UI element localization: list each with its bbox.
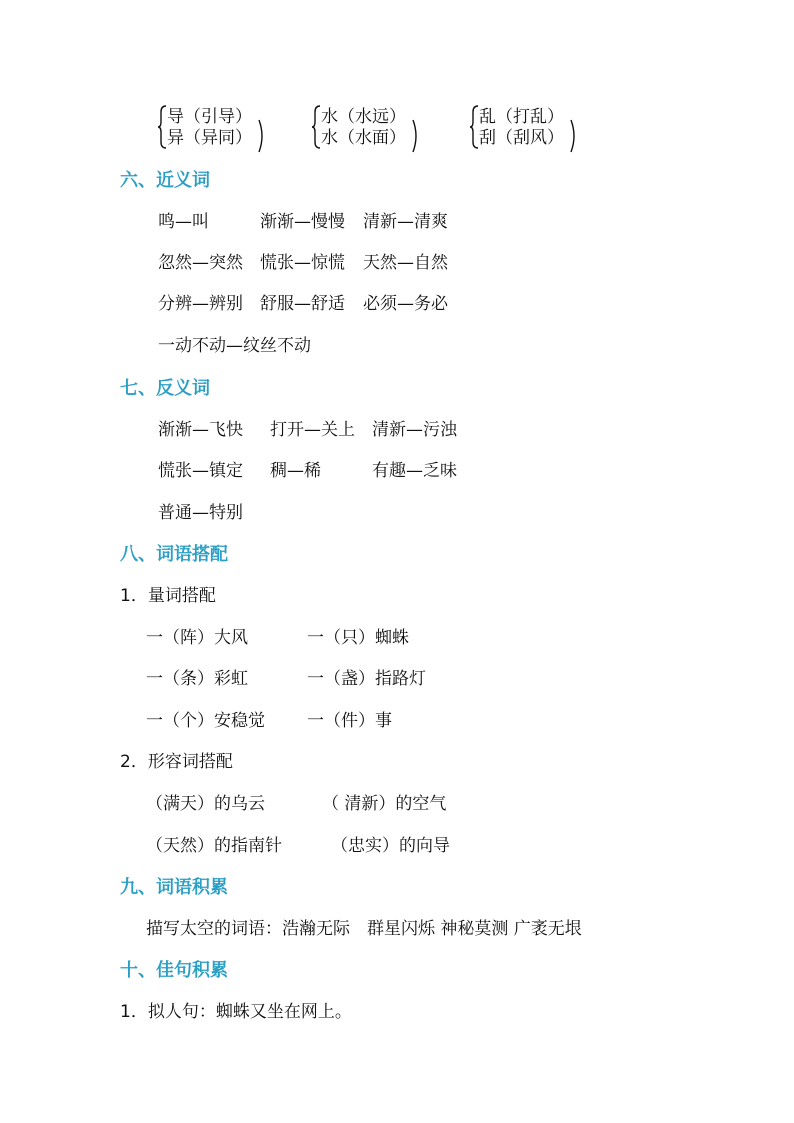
group-line-bottom: 刮（刮风） (479, 128, 564, 148)
subsection-title: 1．量词搭配 (120, 586, 216, 606)
left-brace-icon (157, 104, 167, 150)
char-group-2 (311, 104, 423, 150)
word-pair: 慌张—镇定 (158, 461, 243, 481)
collocation: 一（盏）指路灯 (307, 669, 426, 689)
word-pair: 渐渐—飞快 (158, 420, 243, 440)
left-brace-icon (311, 104, 321, 150)
word-pair: 普通—特别 (158, 503, 243, 523)
group-line-bottom: 异（异同） (167, 128, 252, 148)
vocabulary-line: 描写太空的词语：浩瀚无际 群星闪烁 神秘莫测 广袤无垠 (146, 919, 582, 939)
word-pair: 有趣—乏味 (372, 461, 457, 481)
section-heading-antonyms: 七、反义词 (120, 378, 210, 399)
left-brace-icon (469, 104, 479, 150)
collocation: （ 清新）的空气 (322, 794, 447, 814)
group-line-bottom: 水（水面） (321, 128, 406, 148)
word-pair: 一动不动—纹丝不动 (158, 336, 311, 356)
collocation: 一（阵）大风 (146, 628, 248, 648)
group-line-top: 水（水远） (321, 107, 406, 127)
collocation: 一（条）彩虹 (146, 669, 248, 689)
word-pair: 分辨—辨别 (158, 294, 243, 314)
word-pair: 稠—稀 (270, 461, 321, 481)
word-pair: 忽然—突然 (158, 253, 243, 273)
right-paren-icon (257, 118, 267, 154)
char-group-3 (469, 104, 581, 150)
word-pair: 必须—务必 (363, 294, 448, 314)
right-paren-icon (569, 118, 579, 154)
word-pair: 渐渐—慢慢 (260, 212, 345, 232)
word-pair: 天然—自然 (363, 253, 448, 273)
char-group-1 (157, 104, 269, 150)
word-pair: 慌张—惊慌 (260, 253, 345, 273)
word-pair: 清新—清爽 (363, 212, 448, 232)
collocation: （忠实）的向导 (331, 836, 450, 856)
word-pair: 清新—污浊 (372, 420, 457, 440)
section-heading-sentences: 十、佳句积累 (120, 960, 228, 981)
group-line-top: 导（引导） (167, 107, 252, 127)
collocation: 一（只）蜘蛛 (307, 628, 409, 648)
collocation: （天然）的指南针 (146, 836, 282, 856)
collocation: 一（个）安稳觉 (146, 711, 265, 731)
sentence-line: 1．拟人句：蜘蛛又坐在网上。 (120, 1002, 352, 1022)
group-line-top: 乱（打乱） (479, 107, 564, 127)
word-pair: 打开—关上 (270, 420, 355, 440)
section-heading-vocabulary: 九、词语积累 (120, 877, 228, 898)
word-pair: 鸣—叫 (158, 212, 209, 232)
word-pair: 舒服—舒适 (260, 294, 345, 314)
collocation: （满天）的乌云 (146, 794, 265, 814)
subsection-title: 2．形容词搭配 (120, 752, 233, 772)
section-heading-collocations: 八、词语搭配 (120, 544, 228, 565)
section-heading-synonyms: 六、近义词 (120, 170, 210, 191)
right-paren-icon (411, 118, 421, 154)
collocation: 一（件）事 (307, 711, 392, 731)
